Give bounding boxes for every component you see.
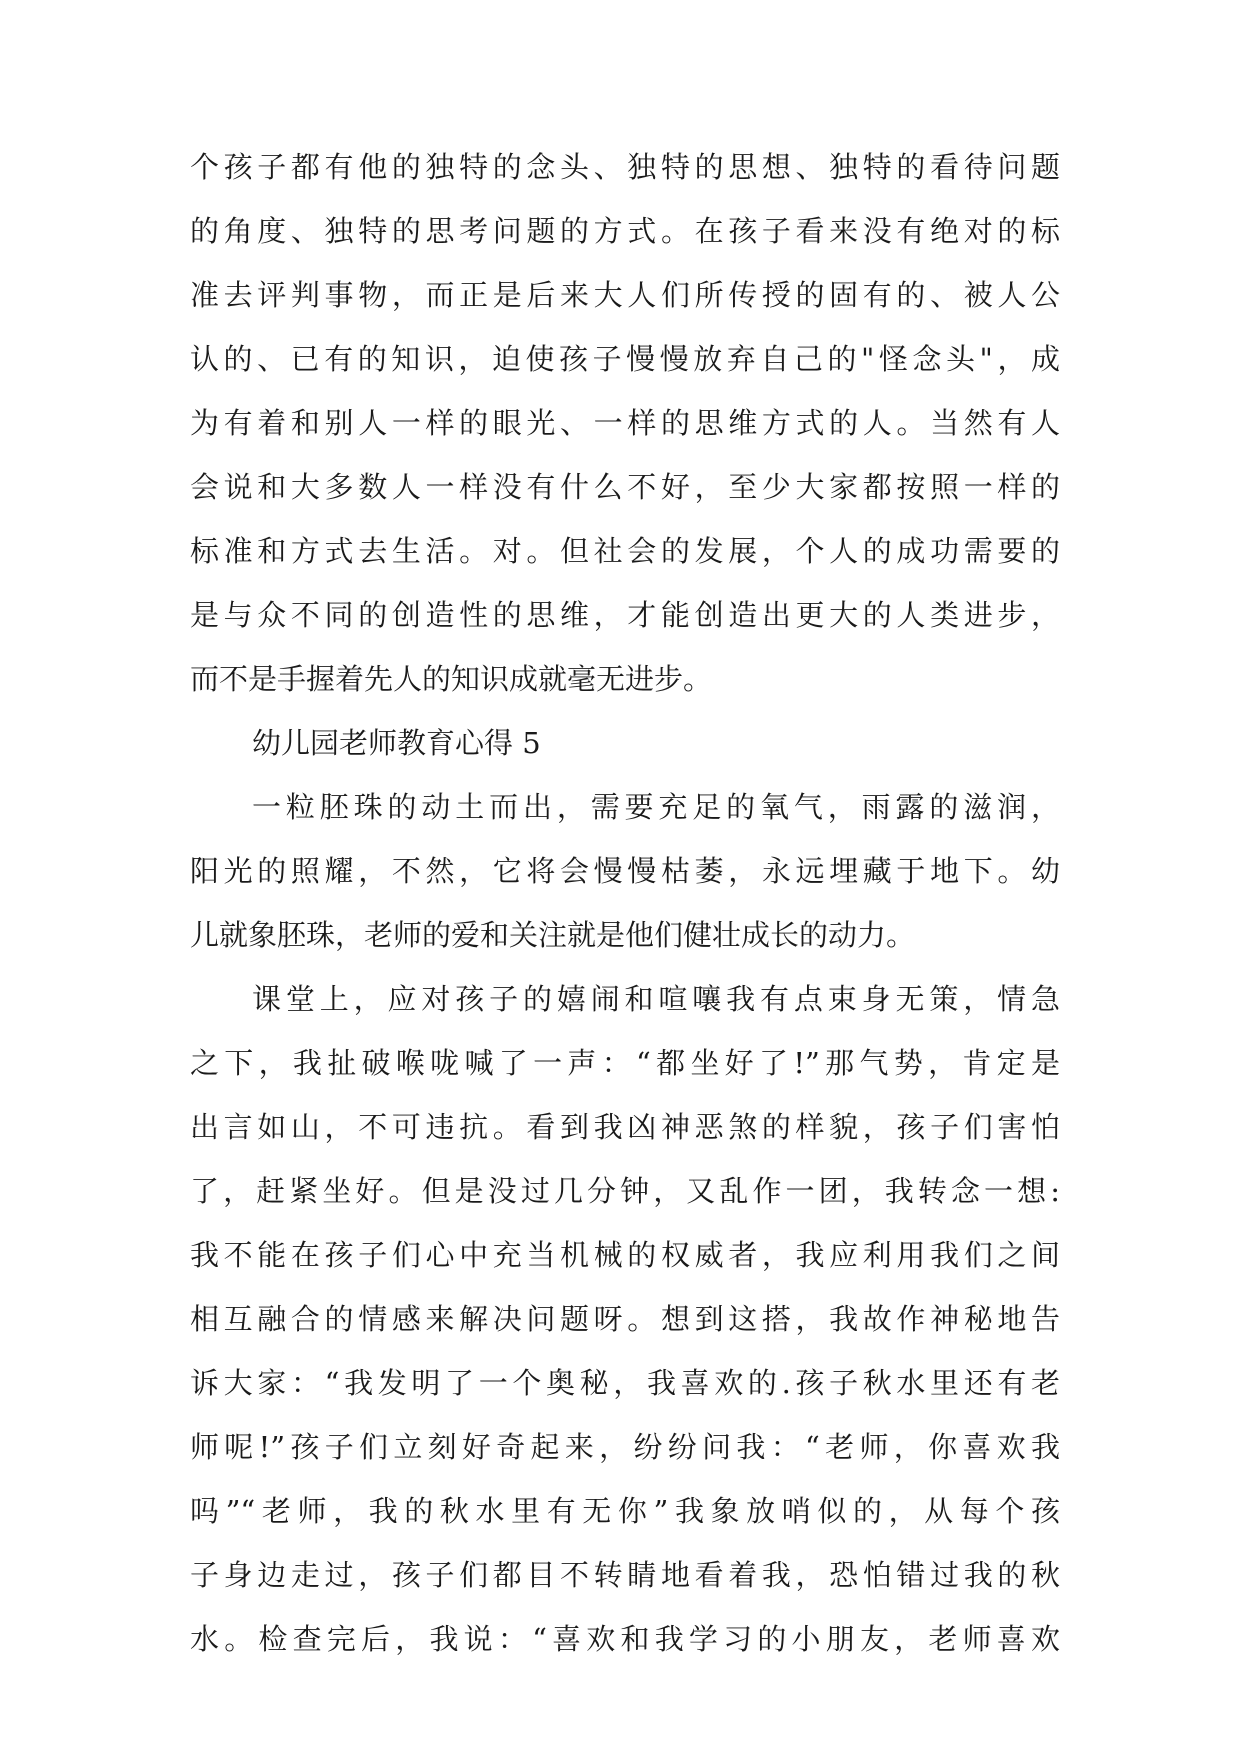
paragraph-line: 课堂上，应对孩子的嬉闹和喧嚷我有点束身无策，情急 (252, 982, 1060, 1016)
paragraph-line: 儿就象胚珠，老师的爱和关注就是他们健壮成长的动力。 (190, 918, 916, 952)
section-heading: 幼儿园老师教育心得 5 (252, 726, 541, 760)
paragraph-line: 会说和大多数人一样没有什么不好，至少大家都按照一样的 (190, 470, 1060, 504)
paragraph-line: 个孩子都有他的独特的念头、独特的思想、独特的看待问题 (190, 150, 1060, 184)
paragraph-line: 准去评判事物，而正是后来大人们所传授的固有的、被人公 (190, 278, 1060, 312)
paragraph-line: 了，赶紧坐好。但是没过几分钟，又乱作一团，我转念一想: (190, 1174, 1060, 1208)
paragraph-line: 子身边走过，孩子们都目不转睛地看着我，恐怕错过我的秋 (190, 1558, 1060, 1592)
paragraph-line: 水。检查完后，我说：“喜欢和我学习的小朋友，老师喜欢 (190, 1622, 1060, 1656)
paragraph-line: 之下，我扯破喉咙喊了一声：“都坐好了!”那气势，肯定是 (190, 1046, 1060, 1080)
paragraph-line: 诉大家：“我发明了一个奥秘，我喜欢的.孩子秋水里还有老 (190, 1366, 1060, 1400)
paragraph-line: 标准和方式去生活。对。但社会的发展，个人的成功需要的 (190, 534, 1060, 568)
paragraph-line: 一粒胚珠的动土而出，需要充足的氧气，雨露的滋润， (252, 790, 1060, 824)
paragraph-line: 阳光的照耀，不然，它将会慢慢枯萎，永远埋藏于地下。幼 (190, 854, 1060, 888)
paragraph-line: 而不是手握着先人的知识成就毫无进步。 (190, 662, 713, 696)
paragraph-line: 认的、已有的知识，迫使孩子慢慢放弃自己的"怪念头"，成 (190, 342, 1060, 376)
paragraph-line: 是与众不同的创造性的思维，才能创造出更大的人类进步， (190, 598, 1060, 632)
paragraph-line: 的角度、独特的思考问题的方式。在孩子看来没有绝对的标 (190, 214, 1060, 248)
paragraph-line: 吗”“老师，我的秋水里有无你”我象放哨似的，从每个孩 (190, 1494, 1060, 1528)
paragraph-line: 我不能在孩子们心中充当机械的权威者，我应利用我们之间 (190, 1238, 1060, 1272)
paragraph-line: 为有着和别人一样的眼光、一样的思维方式的人。当然有人 (190, 406, 1060, 440)
paragraph-line: 相互融合的情感来解决问题呀。想到这搭，我故作神秘地告 (190, 1302, 1060, 1336)
paragraph-line: 出言如山，不可违抗。看到我凶神恶煞的样貌，孩子们害怕 (190, 1110, 1060, 1144)
paragraph-line: 师呢!”孩子们立刻好奇起来，纷纷问我：“老师，你喜欢我 (190, 1430, 1060, 1464)
